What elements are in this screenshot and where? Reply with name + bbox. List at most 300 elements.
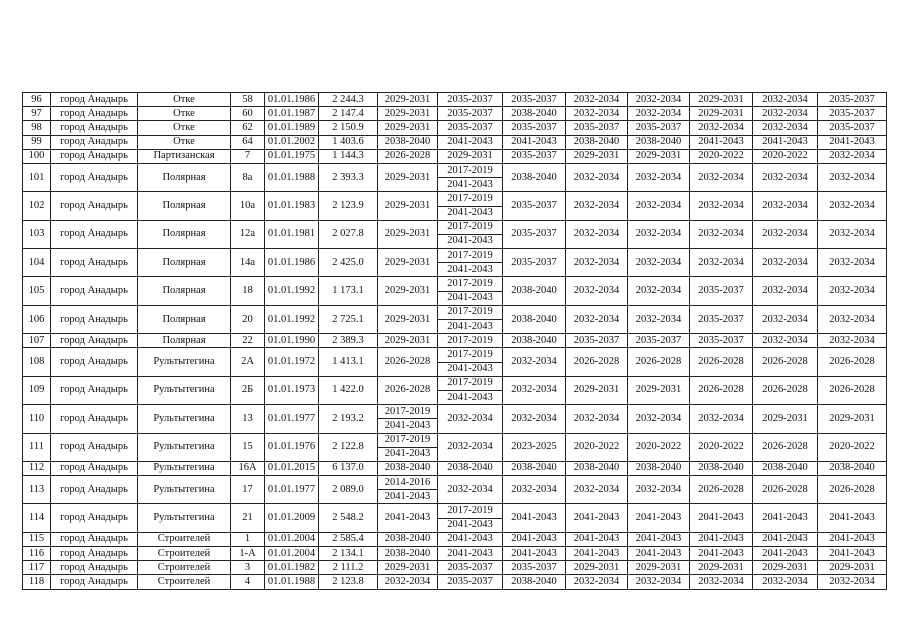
cell-period-4: 2038-2040 — [566, 461, 628, 475]
cell-area: 6 137.0 — [319, 461, 378, 475]
cell-period-2: 2041-2043 — [438, 135, 503, 149]
cell-period-5: 2032-2034 — [628, 163, 690, 191]
cell-row-number: 111 — [23, 433, 51, 461]
cell-area: 1 403.6 — [319, 135, 378, 149]
cell-commissioning-date: 01.01.1992 — [265, 305, 319, 333]
cell-area: 2 193.2 — [319, 405, 378, 433]
cell-period-7: 2032-2034 — [753, 93, 818, 107]
cell-period-1: 2032-2034 — [378, 575, 438, 589]
cell-period-2-part-2: 2041-2043 — [438, 362, 503, 376]
cell-commissioning-date: 01.01.1990 — [265, 334, 319, 348]
cell-period-5: 2038-2040 — [628, 461, 690, 475]
cell-period-6: 2026-2028 — [690, 348, 753, 376]
cell-period-5: 2029-2031 — [628, 149, 690, 163]
cell-city: город Анадырь — [51, 376, 138, 404]
cell-period-5: 2032-2034 — [628, 220, 690, 248]
cell-row-number: 102 — [23, 192, 51, 220]
cell-street: Рультытегина — [138, 376, 231, 404]
cell-row-number: 105 — [23, 277, 51, 305]
cell-period-6: 2020-2022 — [690, 433, 753, 461]
cell-period-8: 2032-2034 — [818, 305, 887, 333]
table-row — [23, 504, 887, 518]
cell-commissioning-date: 01.01.1988 — [265, 575, 319, 589]
cell-commissioning-date: 01.01.1989 — [265, 121, 319, 135]
table-row — [23, 93, 887, 107]
cell-city: город Анадырь — [51, 93, 138, 107]
cell-period-4: 2029-2031 — [566, 561, 628, 575]
cell-period-3: 2038-2040 — [503, 107, 566, 121]
cell-period-8: 2035-2037 — [818, 93, 887, 107]
cell-commissioning-date: 01.01.1973 — [265, 376, 319, 404]
cell-city: город Анадырь — [51, 461, 138, 475]
cell-period-4: 2035-2037 — [566, 121, 628, 135]
cell-house-number: 15 — [231, 433, 265, 461]
cell-period-3: 2038-2040 — [503, 461, 566, 475]
cell-period-2: 2035-2037 — [438, 561, 503, 575]
cell-period-1: 2029-2031 — [378, 220, 438, 248]
table-row — [23, 163, 887, 177]
cell-city: город Анадырь — [51, 192, 138, 220]
cell-row-number: 104 — [23, 249, 51, 277]
cell-period-2-part-1: 2017-2019 — [438, 249, 503, 263]
table-row — [23, 305, 887, 319]
cell-period-2-part-1: 2017-2019 — [438, 192, 503, 206]
cell-commissioning-date: 01.01.1976 — [265, 433, 319, 461]
cell-house-number: 13 — [231, 405, 265, 433]
cell-house-number: 12а — [231, 220, 265, 248]
cell-period-4: 2032-2034 — [566, 575, 628, 589]
cell-row-number: 114 — [23, 504, 51, 532]
cell-period-7: 2032-2034 — [753, 163, 818, 191]
table-row — [23, 433, 887, 447]
cell-area: 2 123.8 — [319, 575, 378, 589]
cell-street: Рультытегина — [138, 476, 231, 504]
cell-city: город Анадырь — [51, 547, 138, 561]
cell-row-number: 110 — [23, 405, 51, 433]
cell-period-1: 2029-2031 — [378, 334, 438, 348]
cell-house-number: 14а — [231, 249, 265, 277]
cell-period-8: 2032-2034 — [818, 277, 887, 305]
cell-period-1: 2026-2028 — [378, 376, 438, 404]
cell-period-2-part-2: 2041-2043 — [438, 518, 503, 532]
cell-period-6: 2032-2034 — [690, 220, 753, 248]
cell-period-5: 2032-2034 — [628, 277, 690, 305]
cell-period-1: 2029-2031 — [378, 93, 438, 107]
cell-period-8: 2038-2040 — [818, 461, 887, 475]
cell-house-number: 3 — [231, 561, 265, 575]
cell-period-1: 2038-2040 — [378, 547, 438, 561]
cell-period-5: 2035-2037 — [628, 121, 690, 135]
cell-row-number: 108 — [23, 348, 51, 376]
cell-area: 2 725.1 — [319, 305, 378, 333]
table-row — [23, 192, 887, 206]
cell-period-8: 2032-2034 — [818, 249, 887, 277]
cell-row-number: 109 — [23, 376, 51, 404]
cell-period-8: 2026-2028 — [818, 376, 887, 404]
cell-period-7: 2032-2034 — [753, 334, 818, 348]
cell-area: 2 111.2 — [319, 561, 378, 575]
cell-period-3: 2038-2040 — [503, 575, 566, 589]
cell-period-2-part-2: 2041-2043 — [438, 263, 503, 277]
cell-period-4: 2035-2037 — [566, 334, 628, 348]
cell-period-4: 2041-2043 — [566, 547, 628, 561]
cell-house-number: 16А — [231, 461, 265, 475]
cell-area: 2 425.0 — [319, 249, 378, 277]
cell-period-5: 2041-2043 — [628, 532, 690, 546]
cell-period-6: 2041-2043 — [690, 504, 753, 532]
cell-street: Отке — [138, 135, 231, 149]
table-row — [23, 348, 887, 362]
cell-period-7: 2026-2028 — [753, 433, 818, 461]
cell-period-8: 2041-2043 — [818, 135, 887, 149]
cell-period-5: 2032-2034 — [628, 405, 690, 433]
cell-period-8: 2032-2034 — [818, 192, 887, 220]
cell-period-8: 2026-2028 — [818, 476, 887, 504]
cell-period-1: 2038-2040 — [378, 532, 438, 546]
cell-period-7: 2032-2034 — [753, 220, 818, 248]
cell-period-5: 2020-2022 — [628, 433, 690, 461]
cell-city: город Анадырь — [51, 348, 138, 376]
cell-period-6: 2029-2031 — [690, 93, 753, 107]
cell-period-2-part-1: 2017-2019 — [438, 220, 503, 234]
cell-row-number: 101 — [23, 163, 51, 191]
cell-street: Партизанская — [138, 149, 231, 163]
cell-city: город Анадырь — [51, 532, 138, 546]
cell-period-6: 2020-2022 — [690, 149, 753, 163]
cell-period-4: 2032-2034 — [566, 476, 628, 504]
cell-house-number: 60 — [231, 107, 265, 121]
cell-period-4: 2029-2031 — [566, 376, 628, 404]
cell-period-3: 2038-2040 — [503, 305, 566, 333]
cell-commissioning-date: 01.01.1982 — [265, 561, 319, 575]
cell-period-4: 2032-2034 — [566, 249, 628, 277]
cell-period-2-part-1: 2017-2019 — [438, 163, 503, 177]
table-row — [23, 277, 887, 291]
cell-commissioning-date: 01.01.2002 — [265, 135, 319, 149]
cell-city: город Анадырь — [51, 305, 138, 333]
cell-row-number: 113 — [23, 476, 51, 504]
cell-street: Строителей — [138, 561, 231, 575]
cell-period-2: 2035-2037 — [438, 107, 503, 121]
cell-period-3: 2041-2043 — [503, 504, 566, 532]
cell-period-6: 2032-2034 — [690, 405, 753, 433]
cell-house-number: 10а — [231, 192, 265, 220]
cell-period-4: 2026-2028 — [566, 348, 628, 376]
cell-area: 2 389.3 — [319, 334, 378, 348]
cell-period-3: 2035-2037 — [503, 192, 566, 220]
cell-street: Строителей — [138, 547, 231, 561]
table-row — [23, 532, 887, 546]
cell-area: 2 123.9 — [319, 192, 378, 220]
cell-commissioning-date: 01.01.1986 — [265, 249, 319, 277]
cell-area: 1 173.1 — [319, 277, 378, 305]
cell-period-6: 2035-2037 — [690, 305, 753, 333]
cell-city: город Анадырь — [51, 135, 138, 149]
cell-period-1-part-1: 2014-2016 — [378, 476, 438, 490]
table-row — [23, 575, 887, 589]
cell-period-2-part-2: 2041-2043 — [438, 291, 503, 305]
cell-period-6: 2032-2034 — [690, 163, 753, 191]
cell-period-3: 2035-2037 — [503, 220, 566, 248]
cell-period-1: 2029-2031 — [378, 121, 438, 135]
cell-period-1-part-2: 2041-2043 — [378, 490, 438, 504]
cell-commissioning-date: 01.01.1977 — [265, 405, 319, 433]
cell-commissioning-date: 01.01.1977 — [265, 476, 319, 504]
cell-house-number: 64 — [231, 135, 265, 149]
cell-street: Рультытегина — [138, 461, 231, 475]
cell-street: Рультытегина — [138, 504, 231, 532]
cell-period-3: 2035-2037 — [503, 149, 566, 163]
cell-area: 2 027.8 — [319, 220, 378, 248]
cell-city: город Анадырь — [51, 405, 138, 433]
cell-period-2: 2035-2037 — [438, 575, 503, 589]
cell-period-2: 2038-2040 — [438, 461, 503, 475]
cell-period-2-part-1: 2017-2019 — [438, 504, 503, 518]
cell-city: город Анадырь — [51, 163, 138, 191]
cell-row-number: 97 — [23, 107, 51, 121]
cell-period-2: 2032-2034 — [438, 405, 503, 433]
cell-period-2-part-1: 2017-2019 — [438, 376, 503, 390]
cell-street: Строителей — [138, 575, 231, 589]
cell-period-8: 2026-2028 — [818, 348, 887, 376]
cell-period-1: 2041-2043 — [378, 504, 438, 532]
cell-period-8: 2032-2034 — [818, 149, 887, 163]
cell-period-1: 2029-2031 — [378, 107, 438, 121]
cell-period-3: 2041-2043 — [503, 547, 566, 561]
cell-period-8: 2029-2031 — [818, 405, 887, 433]
cell-period-3: 2035-2037 — [503, 93, 566, 107]
cell-city: город Анадырь — [51, 249, 138, 277]
cell-period-6: 2032-2034 — [690, 575, 753, 589]
cell-area: 1 413.1 — [319, 348, 378, 376]
cell-row-number: 96 — [23, 93, 51, 107]
cell-house-number: 18 — [231, 277, 265, 305]
cell-period-7: 2026-2028 — [753, 476, 818, 504]
cell-commissioning-date: 01.01.1972 — [265, 348, 319, 376]
cell-row-number: 100 — [23, 149, 51, 163]
table-row — [23, 476, 887, 490]
cell-period-2: 2032-2034 — [438, 476, 503, 504]
cell-period-7: 2041-2043 — [753, 504, 818, 532]
table-row — [23, 405, 887, 419]
cell-period-2: 2041-2043 — [438, 532, 503, 546]
cell-house-number: 1-А — [231, 547, 265, 561]
cell-street: Рультытегина — [138, 405, 231, 433]
cell-period-5: 2032-2034 — [628, 305, 690, 333]
cell-period-2: 2035-2037 — [438, 121, 503, 135]
cell-period-8: 2041-2043 — [818, 504, 887, 532]
cell-period-5: 2032-2034 — [628, 192, 690, 220]
cell-row-number: 107 — [23, 334, 51, 348]
cell-period-4: 2032-2034 — [566, 163, 628, 191]
cell-period-5: 2029-2031 — [628, 376, 690, 404]
cell-period-7: 2041-2043 — [753, 547, 818, 561]
cell-commissioning-date: 01.01.2004 — [265, 547, 319, 561]
cell-period-2-part-2: 2041-2043 — [438, 178, 503, 192]
cell-period-3: 2023-2025 — [503, 433, 566, 461]
cell-period-3: 2032-2034 — [503, 376, 566, 404]
cell-period-1: 2026-2028 — [378, 348, 438, 376]
cell-commissioning-date: 01.01.1983 — [265, 192, 319, 220]
cell-period-1: 2029-2031 — [378, 163, 438, 191]
cell-period-6: 2041-2043 — [690, 135, 753, 149]
cell-area: 2 147.4 — [319, 107, 378, 121]
cell-period-3: 2035-2037 — [503, 249, 566, 277]
cell-commissioning-date: 01.01.2009 — [265, 504, 319, 532]
cell-period-1: 2038-2040 — [378, 135, 438, 149]
cell-period-8: 2035-2037 — [818, 121, 887, 135]
cell-period-6: 2041-2043 — [690, 532, 753, 546]
cell-period-4: 2038-2040 — [566, 135, 628, 149]
cell-period-6: 2029-2031 — [690, 107, 753, 121]
cell-period-3: 2041-2043 — [503, 532, 566, 546]
cell-city: город Анадырь — [51, 433, 138, 461]
cell-house-number: 17 — [231, 476, 265, 504]
cell-period-6: 2032-2034 — [690, 249, 753, 277]
cell-period-4: 2032-2034 — [566, 405, 628, 433]
cell-commissioning-date: 01.01.1975 — [265, 149, 319, 163]
cell-period-7: 2032-2034 — [753, 249, 818, 277]
cell-period-2-part-2: 2041-2043 — [438, 390, 503, 404]
cell-period-6: 2029-2031 — [690, 561, 753, 575]
cell-commissioning-date: 01.01.1981 — [265, 220, 319, 248]
cell-period-7: 2020-2022 — [753, 149, 818, 163]
cell-city: город Анадырь — [51, 220, 138, 248]
cell-house-number: 7 — [231, 149, 265, 163]
cell-period-8: 2029-2031 — [818, 561, 887, 575]
cell-street: Полярная — [138, 220, 231, 248]
table-row — [23, 220, 887, 234]
cell-period-1-part-2: 2041-2043 — [378, 419, 438, 433]
cell-period-5: 2032-2034 — [628, 93, 690, 107]
cell-period-7: 2032-2034 — [753, 575, 818, 589]
cell-period-4: 2020-2022 — [566, 433, 628, 461]
table-row — [23, 547, 887, 561]
cell-period-4: 2032-2034 — [566, 277, 628, 305]
cell-period-2: 2029-2031 — [438, 149, 503, 163]
cell-street: Отке — [138, 93, 231, 107]
cell-street: Полярная — [138, 192, 231, 220]
cell-row-number: 103 — [23, 220, 51, 248]
cell-period-6: 2035-2037 — [690, 334, 753, 348]
cell-period-3: 2032-2034 — [503, 405, 566, 433]
cell-period-3: 2035-2037 — [503, 561, 566, 575]
cell-house-number: 58 — [231, 93, 265, 107]
cell-row-number: 118 — [23, 575, 51, 589]
cell-row-number: 106 — [23, 305, 51, 333]
cell-period-8: 2032-2034 — [818, 163, 887, 191]
cell-city: город Анадырь — [51, 476, 138, 504]
cell-house-number: 2А — [231, 348, 265, 376]
cell-house-number: 22 — [231, 334, 265, 348]
cell-period-2-part-2: 2041-2043 — [438, 234, 503, 248]
cell-commissioning-date: 01.01.2004 — [265, 532, 319, 546]
cell-period-4: 2032-2034 — [566, 107, 628, 121]
cell-period-1-part-1: 2017-2019 — [378, 405, 438, 419]
cell-period-7: 2038-2040 — [753, 461, 818, 475]
cell-period-5: 2026-2028 — [628, 348, 690, 376]
cell-period-2-part-2: 2041-2043 — [438, 320, 503, 334]
cell-period-1: 2029-2031 — [378, 277, 438, 305]
cell-period-2: 2017-2019 — [438, 334, 503, 348]
cell-area: 2 089.0 — [319, 476, 378, 504]
table-row — [23, 149, 887, 163]
cell-period-2-part-1: 2017-2019 — [438, 277, 503, 291]
cell-city: город Анадырь — [51, 277, 138, 305]
cell-period-7: 2026-2028 — [753, 348, 818, 376]
cell-period-5: 2029-2031 — [628, 561, 690, 575]
table-row — [23, 334, 887, 348]
cell-street: Отке — [138, 107, 231, 121]
cell-city: город Анадырь — [51, 149, 138, 163]
cell-area: 1 422.0 — [319, 376, 378, 404]
cell-period-3: 2032-2034 — [503, 476, 566, 504]
cell-period-7: 2041-2043 — [753, 532, 818, 546]
cell-period-1: 2026-2028 — [378, 149, 438, 163]
cell-period-1: 2029-2031 — [378, 192, 438, 220]
cell-house-number: 8а — [231, 163, 265, 191]
cell-period-6: 2038-2040 — [690, 461, 753, 475]
cell-area: 2 393.3 — [319, 163, 378, 191]
cell-house-number: 20 — [231, 305, 265, 333]
table-row — [23, 249, 887, 263]
cell-period-6: 2035-2037 — [690, 277, 753, 305]
cell-street: Полярная — [138, 277, 231, 305]
cell-period-7: 2032-2034 — [753, 107, 818, 121]
cell-period-8: 2035-2037 — [818, 107, 887, 121]
cell-area: 2 122.8 — [319, 433, 378, 461]
cell-area: 2 585.4 — [319, 532, 378, 546]
cell-period-5: 2035-2037 — [628, 334, 690, 348]
cell-commissioning-date: 01.01.1987 — [265, 107, 319, 121]
cell-period-6: 2026-2028 — [690, 376, 753, 404]
cell-period-7: 2032-2034 — [753, 192, 818, 220]
cell-period-5: 2041-2043 — [628, 547, 690, 561]
cell-period-5: 2032-2034 — [628, 476, 690, 504]
cell-period-8: 2041-2043 — [818, 547, 887, 561]
table-body — [23, 93, 887, 590]
cell-period-6: 2041-2043 — [690, 547, 753, 561]
cell-period-8: 2032-2034 — [818, 220, 887, 248]
cell-period-3: 2038-2040 — [503, 277, 566, 305]
cell-street: Полярная — [138, 305, 231, 333]
cell-period-7: 2032-2034 — [753, 277, 818, 305]
cell-period-8: 2020-2022 — [818, 433, 887, 461]
cell-commissioning-date: 01.01.1988 — [265, 163, 319, 191]
cell-street: Рультытегина — [138, 348, 231, 376]
cell-street: Полярная — [138, 334, 231, 348]
cell-period-3: 2038-2040 — [503, 163, 566, 191]
cell-row-number: 98 — [23, 121, 51, 135]
cell-commissioning-date: 01.01.1986 — [265, 93, 319, 107]
cell-house-number: 4 — [231, 575, 265, 589]
cell-period-4: 2032-2034 — [566, 220, 628, 248]
cell-row-number: 112 — [23, 461, 51, 475]
housing-repair-schedule-table — [22, 92, 887, 590]
cell-row-number: 117 — [23, 561, 51, 575]
cell-period-4: 2032-2034 — [566, 93, 628, 107]
cell-street: Рультытегина — [138, 433, 231, 461]
cell-period-6: 2026-2028 — [690, 476, 753, 504]
cell-period-1: 2038-2040 — [378, 461, 438, 475]
cell-street: Полярная — [138, 163, 231, 191]
cell-street: Полярная — [138, 249, 231, 277]
cell-period-5: 2041-2043 — [628, 504, 690, 532]
cell-house-number: 2Б — [231, 376, 265, 404]
cell-period-4: 2032-2034 — [566, 305, 628, 333]
cell-row-number: 115 — [23, 532, 51, 546]
cell-period-3: 2038-2040 — [503, 334, 566, 348]
